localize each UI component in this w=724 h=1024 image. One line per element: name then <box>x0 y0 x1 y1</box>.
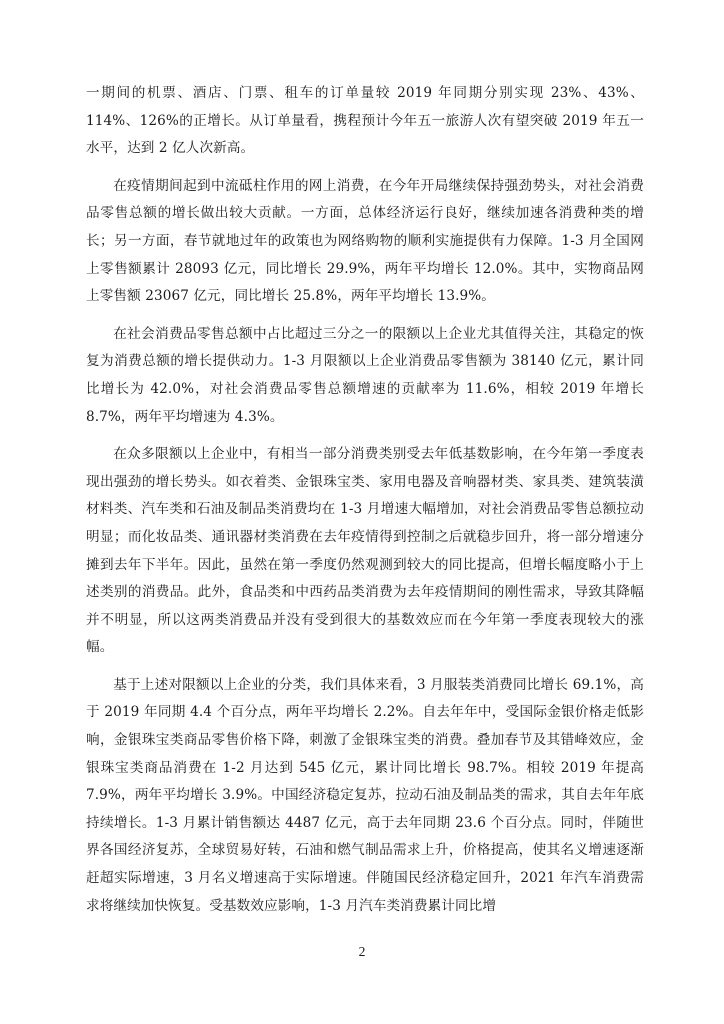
paragraph-5: 基于上述对限额以上企业的分类，我们具体来看，3 月服装类消费同比增长 69.1%，高于 2019 年同期 4.4 个百分点，两年平均增长 2.2%。自去年年中，受国际金银价格走低影响，金银珠宝类商品零售价格下降，刺激了金银珠宝类的消费。叠加春节及其错峰效应，金银珠宝类商品消费在 1-2 月达到 545 亿元，累计同比增长 98.7%。相较 2019 年提高 7.9%，两年平均增长 3.9%。中国经济稳定复苏，拉动石油及制品类的需求，其自去年年底持续增长。1-3 月累计销售额达 4487 亿元，高于去年同期 23.6 个百分点。同时，伴随世界各国经济复苏，全球贸易好转，石油和燃气制品需求上升，价格提高，使其名义增速逐渐赶超实际增速，3 月名义增速高于实际增速。伴随国民经济稳定回升，2021 年汽车消费需求将继续加快恢复。受基数效应影响，1-3 月汽车类消费累计同比增 <box>86 676 644 914</box>
document-body <box>86 80 644 930</box>
paragraph-3: 在社会消费品零售总额中占比超过三分之一的限额以上企业尤其值得关注，其稳定的恢复为消费总额的增长提供动力。1-3 月限额以上企业消费品零售额为 38140 亿元，累计同比增长为 42.0%，对社会消费品零售总额增速的贡献率为 11.6%，相较 2019 年增长 8.7%，两年平均增速为 4.3%。 <box>86 325 644 425</box>
page-number: 2 <box>358 944 366 959</box>
paragraph-1: 一期间的机票、酒店、门票、租车的订单量较 2019 年同期分别实现 23%、43%、114%、126%的正增长。从订单量看，携程预计今年五一旅游人次有望突破 2019 年五一水平，达到 2 亿人次新高。 <box>86 85 644 157</box>
paragraph-2: 在疫情期间起到中流砥柱作用的网上消费，在今年开局继续保持强劲势头，对社会消费品零售总额的增长做出较大贡献。一方面，总体经济运行良好，继续加速各消费种类的增长；另一方面，春节就地过年的政策也为网络购物的顺利实施提供有力保障。1-3 月全国网上零售额累计 28093 亿元，同比增长 29.9%，两年平均增长 12.0%。其中，实物商品网上零售额 23067 亿元，同比增长 25.8%，两年平均增长 13.9%。 <box>86 177 644 305</box>
paragraph-4: 在众多限额以上企业中，有相当一部分消费类别受去年低基数影响，在今年第一季度表现出强劲的增长势头。如衣着类、金银珠宝类、家用电器及音响器材类、家具类、建筑装潢材料类、汽车类和石油及制品类消费均在 1-3 月增速大幅增加，对社会消费品零售总额拉动明显；而化妆品类、通讯器材类消费在去年疫情得到控制之后就稳步回升，将一部分增速分摊到去年下半年。因此，虽然在第一季度仍然观测到较大的同比提高，但增长幅度略小于上述类别的消费品。此外，食品类和中西药品类消费为去年疫情期间的刚性需求，导致其降幅并不明显，所以这两类消费品并没有受到很大的基数效应而在今年第一季度表现较大的涨幅。 <box>86 446 644 656</box>
